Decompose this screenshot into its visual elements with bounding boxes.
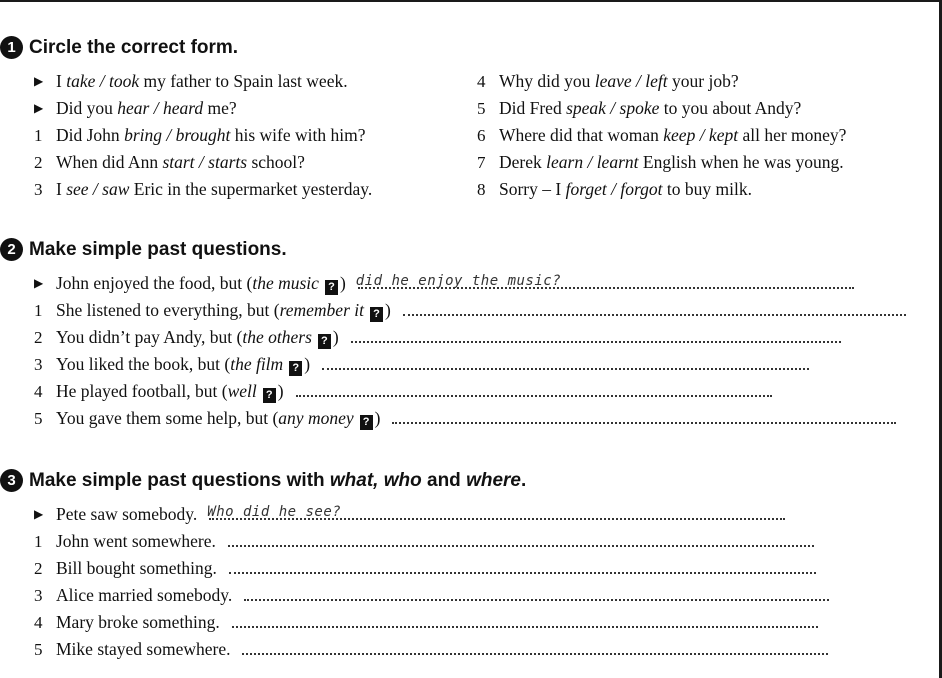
item-number: 1 [34, 532, 43, 551]
item-marker [34, 71, 56, 94]
exercise-3-item [34, 557, 816, 580]
item-number: 5 [477, 99, 486, 118]
item-marker [34, 152, 56, 174]
cue-word: the film [230, 354, 284, 374]
answer-dotted-line [229, 558, 816, 574]
exercise-3-item [34, 584, 829, 607]
sentence-text: your job? [667, 71, 739, 91]
item-number: 1 [34, 126, 43, 145]
exercise-1-left-item [34, 124, 366, 147]
close-paren: ) [332, 327, 339, 347]
answer-field[interactable] [223, 557, 816, 579]
sentence-text: John went somewhere. [56, 531, 216, 551]
example-arrow-icon: ▶ [34, 74, 44, 88]
exercise-1-right-item [477, 178, 752, 201]
sentence-text: English when he was young. [638, 152, 844, 172]
item-marker [34, 531, 56, 553]
exercise-3-heading [0, 469, 526, 492]
item-marker [34, 179, 56, 201]
sentence-text: Did Fred [499, 98, 567, 118]
item-marker [477, 125, 499, 147]
verb-choice[interactable]: speak / spoke [566, 98, 660, 118]
answer-field[interactable] [345, 326, 841, 348]
item-marker [34, 98, 56, 121]
example-arrow-icon: ▶ [34, 101, 44, 115]
answer-dotted-line [228, 531, 814, 547]
sentence-text: John enjoyed the food, but ( [56, 273, 253, 293]
item-marker [477, 71, 499, 93]
exercise-1-right-item [477, 124, 846, 147]
sentence-text: to you about Andy? [659, 98, 802, 118]
item-number: 3 [34, 586, 43, 605]
exercise-1-left-item [34, 151, 305, 174]
exercise-2-item [34, 353, 809, 376]
item-number: 5 [34, 409, 43, 428]
item-number: 7 [477, 153, 486, 172]
answer-field[interactable] [290, 380, 772, 402]
item-marker [34, 381, 56, 403]
item-marker [477, 98, 499, 120]
question-mark-icon: ? [263, 388, 276, 403]
cue-word: the music [252, 273, 319, 293]
answer-field[interactable] [222, 530, 814, 552]
exercise-2-item [34, 272, 854, 296]
sentence-text: You liked the book, but ( [56, 354, 231, 374]
answer-field[interactable] [352, 272, 854, 294]
sentence-text: me? [203, 98, 237, 118]
item-marker [34, 504, 56, 527]
sentence-text: Did John [56, 125, 125, 145]
item-marker [34, 300, 56, 322]
item-number: 3 [34, 180, 43, 199]
item-marker [34, 273, 56, 296]
sentence-text: Mary broke something. [56, 612, 220, 632]
exercise-1-heading [0, 36, 238, 59]
exercise-3-item [34, 611, 818, 634]
cue-word: remember it [279, 300, 364, 320]
question-mark-icon: ? [370, 307, 383, 322]
item-marker [477, 179, 499, 201]
exercise-2-item [34, 326, 841, 349]
sentence-text: When did Ann [56, 152, 163, 172]
exercise-1-right-item [477, 97, 801, 120]
exercise-3-title-italic-2: where [466, 469, 521, 491]
sentence-text: Mike stayed somewhere. [56, 639, 231, 659]
verb-choice[interactable]: bring / brought [124, 125, 231, 145]
answer-dotted-line [232, 612, 818, 628]
example-arrow-icon: ▶ [34, 507, 44, 521]
exercise-1-number: 1 [0, 36, 23, 59]
verb-choice[interactable]: leave / left [594, 71, 668, 91]
close-paren: ) [384, 300, 391, 320]
verb-choice[interactable]: keep / kept [663, 125, 739, 145]
verb-choice[interactable]: start / starts [162, 152, 248, 172]
answer-dotted-line [322, 354, 809, 370]
item-marker [34, 408, 56, 430]
answer-dotted-line [392, 408, 896, 424]
item-number: 4 [477, 72, 486, 91]
item-number: 2 [34, 559, 43, 578]
exercise-3-item [34, 503, 785, 527]
cue-word: any money [278, 408, 354, 428]
exercise-1-left-item [34, 178, 372, 201]
exercise-3-number: 3 [0, 469, 23, 492]
exercise-2-number: 2 [0, 238, 23, 261]
exercise-3-title-and: and [421, 469, 467, 491]
sentence-text: You gave them some help, but ( [56, 408, 279, 428]
cue-word: the others [242, 327, 312, 347]
exercise-3-item [34, 638, 828, 661]
sentence-text: Where did that woman [499, 125, 664, 145]
verb-choice[interactable]: learn / learnt [546, 152, 639, 172]
item-number: 2 [34, 328, 43, 347]
item-marker [34, 558, 56, 580]
exercise-3-title-italic-1: what, who [329, 469, 422, 491]
sentence-text: to buy milk. [662, 179, 752, 199]
sentence-text: He played football, but ( [56, 381, 228, 401]
sentence-text: Pete saw somebody. [56, 504, 198, 524]
answer-field[interactable] [316, 353, 809, 375]
item-marker [477, 152, 499, 174]
sentence-text: Why did you [499, 71, 595, 91]
item-number: 5 [34, 640, 43, 659]
sentence-text: Sorry – I [499, 179, 566, 199]
sentence-text: school? [247, 152, 305, 172]
question-mark-icon: ? [289, 361, 302, 376]
answer-field[interactable] [386, 407, 896, 429]
verb-choice[interactable]: take / took [66, 71, 140, 91]
question-mark-icon: ? [318, 334, 331, 349]
sentence-text: his wife with him? [230, 125, 366, 145]
sentence-text: I [56, 179, 67, 199]
sentence-text: Alice married somebody. [56, 585, 233, 605]
answer-dotted-line [351, 327, 841, 343]
example-arrow-icon: ▶ [34, 276, 44, 290]
item-number: 2 [34, 153, 43, 172]
exercise-3-item [34, 530, 814, 553]
exercise-1-right-item [477, 151, 844, 174]
item-number: 4 [34, 382, 43, 401]
sentence-text: I [56, 71, 67, 91]
exercise-2-item [34, 407, 896, 430]
item-marker [34, 125, 56, 147]
answer-dotted-line [244, 585, 829, 601]
handwritten-answer: did he enjoy the music? [355, 273, 562, 289]
exercise-3-title-plain: Make simple past questions with [29, 469, 330, 491]
sentence-text: Eric in the supermarket yesterday. [129, 179, 373, 199]
answer-dotted-line [296, 381, 772, 397]
verb-choice[interactable]: hear / heard [117, 98, 204, 118]
item-marker [34, 327, 56, 349]
item-marker [34, 585, 56, 607]
sentence-text: Did you [56, 98, 118, 118]
item-number: 3 [34, 355, 43, 374]
close-paren: ) [304, 354, 311, 374]
exercise-1-right-item [477, 70, 739, 93]
answer-field[interactable] [226, 611, 818, 633]
answer-dotted-line [403, 300, 906, 316]
answer-field[interactable] [203, 503, 785, 525]
exercise-1-left-item [34, 70, 348, 94]
item-marker [34, 639, 56, 661]
item-number: 6 [477, 126, 486, 145]
item-marker [34, 612, 56, 634]
close-paren: ) [339, 273, 346, 293]
sentence-text: Bill bought something. [56, 558, 217, 578]
verb-choice[interactable]: see / saw [66, 179, 130, 199]
answer-field[interactable] [236, 638, 828, 660]
exercise-1-left-item [34, 97, 237, 121]
sentence-text: all her money? [738, 125, 847, 145]
question-mark-icon: ? [325, 280, 338, 295]
exercise-2-title: Make simple past questions. [29, 238, 287, 260]
exercise-1-title: Circle the correct form. [29, 36, 239, 58]
sentence-text: Derek [499, 152, 547, 172]
close-paren: ) [374, 408, 381, 428]
close-paren: ) [277, 381, 284, 401]
page-top-border [0, 0, 942, 2]
answer-field[interactable] [397, 299, 906, 321]
sentence-text: She listened to everything, but ( [56, 300, 280, 320]
exercise-3-title-end: . [521, 469, 527, 491]
cue-word: well [227, 381, 257, 401]
item-number: 4 [34, 613, 43, 632]
item-marker [34, 354, 56, 376]
item-number: 1 [34, 301, 43, 320]
answer-field[interactable] [238, 584, 829, 606]
exercise-2-item [34, 299, 906, 322]
sentence-text: my father to Spain last week. [139, 71, 348, 91]
answer-dotted-line [242, 639, 828, 655]
item-number: 8 [477, 180, 486, 199]
exercise-2-item [34, 380, 772, 403]
verb-choice[interactable]: forget / forgot [565, 179, 663, 199]
question-mark-icon: ? [360, 415, 373, 430]
handwritten-answer: Who did he see? [207, 504, 342, 520]
exercise-2-heading [0, 238, 287, 261]
sentence-text: You didn’t pay Andy, but ( [56, 327, 243, 347]
